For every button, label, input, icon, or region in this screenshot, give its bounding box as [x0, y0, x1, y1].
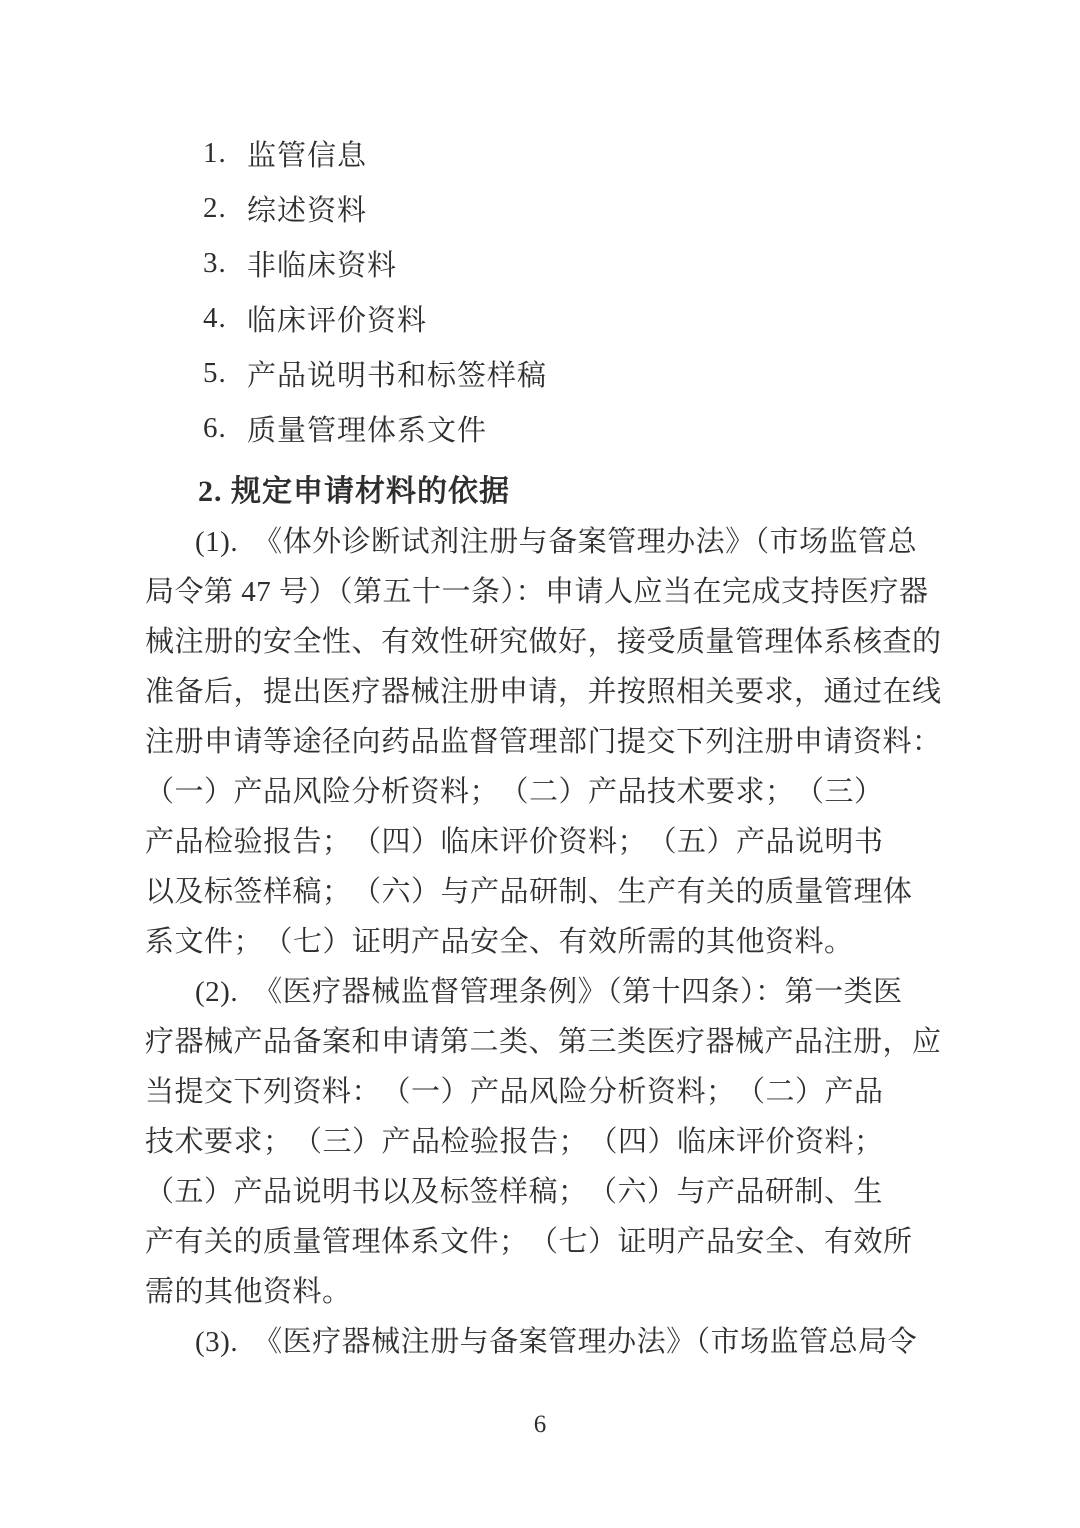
text-line: 产有关的质量管理体系文件； （七）证明产品安全、有效所: [145, 1226, 913, 1258]
list-item-label: 非临床资料: [247, 250, 398, 282]
list-item: [203, 126, 945, 181]
text-line: 局令第 47 号）（第五十一条）：申请人应当在完成支持医疗器: [145, 576, 929, 608]
text-line: 以及标签样稿； （六）与产品研制、生产有关的质量管理体: [145, 876, 913, 908]
list-item: [203, 236, 945, 291]
list-item-label: 综述资料: [247, 195, 368, 227]
text-line: 系文件； （七）证明产品安全、有效所需的其他资料。: [145, 926, 854, 958]
list-item-label: 监管信息: [247, 140, 368, 172]
text-line: 产品检验报告； （四）临床评价资料； （五）产品说明书: [145, 826, 884, 858]
text-line: 当提交下列资料： （一）产品风险分析资料； （二）产品: [145, 1076, 884, 1108]
document-content: [145, 126, 945, 1367]
text-line: 技术要求； （三）产品检验报告； （四）临床评价资料；: [145, 1126, 884, 1158]
list-item-number: 3.: [203, 247, 227, 279]
list-item: [203, 181, 945, 236]
body-text: [145, 517, 945, 1367]
list-item-number: 5.: [203, 357, 227, 389]
text-line: (2). 《医疗器械监督管理条例》（第十四条）：第一类医: [195, 976, 903, 1008]
section-heading: 2. 规定申请材料的依据: [198, 475, 510, 508]
page-number: 6: [533, 1411, 547, 1438]
list-item: [203, 291, 945, 346]
text-line: (1). 《体外诊断试剂注册与备案管理办法》（市场监管总: [195, 526, 918, 558]
list-item: [203, 346, 945, 401]
text-line: 疗器械产品备案和申请第二类、第三类医疗器械产品注册，应: [145, 1026, 942, 1058]
text-line: (3). 《医疗器械注册与备案管理办法》（市场监管总局令: [195, 1326, 918, 1358]
list-item-number: 6.: [203, 412, 227, 444]
text-line: （五）产品说明书以及标签样稿； （六）与产品研制、生: [145, 1176, 884, 1208]
text-line: 注册申请等途径向药品监督管理部门提交下列注册申请资料：: [145, 726, 942, 758]
numbered-list: [145, 126, 945, 456]
text-line: 准备后，提出医疗器械注册申请，并按照相关要求，通过在线: [145, 676, 942, 708]
text-line: 械注册的安全性、有效性研究做好，接受质量管理体系核查的: [145, 626, 942, 658]
list-item-number: 2.: [203, 192, 227, 224]
list-item-label: 产品说明书和标签样稿: [247, 360, 548, 392]
list-item-label: 临床评价资料: [247, 305, 428, 337]
text-line: 需的其他资料。: [145, 1276, 352, 1308]
list-item: [203, 401, 945, 456]
list-item-number: 4.: [203, 302, 227, 334]
list-item-label: 质量管理体系文件: [247, 415, 488, 447]
text-line: （一）产品风险分析资料； （二）产品技术要求； （三）: [145, 776, 884, 808]
list-item-number: 1.: [203, 137, 227, 169]
